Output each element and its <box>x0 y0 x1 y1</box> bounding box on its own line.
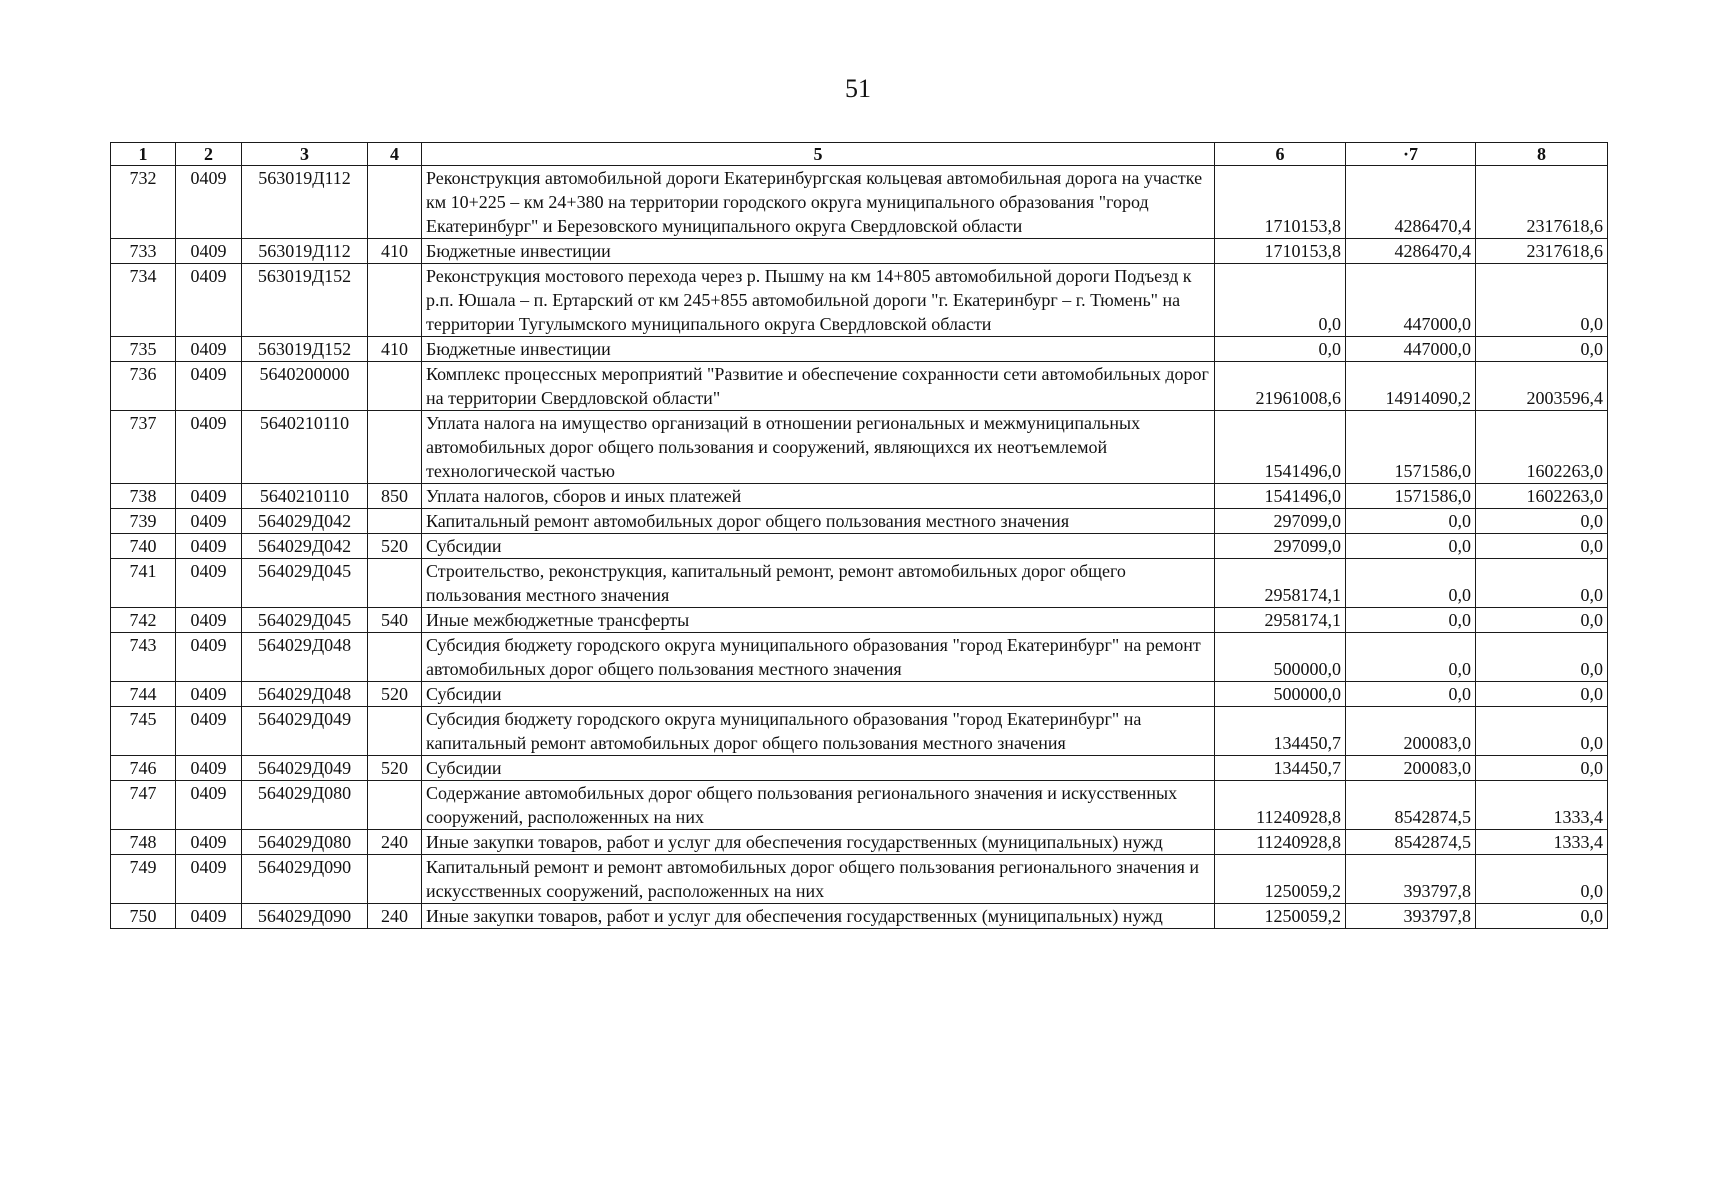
section-code: 0409 <box>176 756 242 781</box>
column-header-2: 2 <box>176 143 242 166</box>
section-code: 0409 <box>176 904 242 929</box>
expense-type-code <box>368 362 422 411</box>
expense-type-code: 240 <box>368 830 422 855</box>
table-row <box>111 509 1608 534</box>
amount-col7: 447000,0 <box>1346 337 1476 362</box>
amount-col6: 0,0 <box>1215 337 1346 362</box>
amount-col7: 447000,0 <box>1346 264 1476 337</box>
section-code: 0409 <box>176 166 242 239</box>
row-number: 740 <box>111 534 176 559</box>
amount-col7: 8542874,5 <box>1346 781 1476 830</box>
item-name: Иные закупки товаров, работ и услуг для обеспечения государственных (муниципальных) нужд <box>422 830 1215 855</box>
row-number: 738 <box>111 484 176 509</box>
budget-table <box>110 142 1608 929</box>
amount-col6: 21961008,6 <box>1215 362 1346 411</box>
section-code: 0409 <box>176 682 242 707</box>
table-row <box>111 411 1608 484</box>
expense-type-code: 850 <box>368 484 422 509</box>
amount-col7: 200083,0 <box>1346 756 1476 781</box>
target-article-code: 563019Д112 <box>242 239 368 264</box>
amount-col8: 1602263,0 <box>1476 411 1608 484</box>
amount-col8: 0,0 <box>1476 509 1608 534</box>
amount-col8: 2317618,6 <box>1476 166 1608 239</box>
row-number: 748 <box>111 830 176 855</box>
amount-col7: 4286470,4 <box>1346 166 1476 239</box>
column-header-5: 5 <box>422 143 1215 166</box>
amount-col6: 1250059,2 <box>1215 855 1346 904</box>
amount-col8: 0,0 <box>1476 608 1608 633</box>
amount-col6: 500000,0 <box>1215 682 1346 707</box>
target-article-code: 564029Д045 <box>242 559 368 608</box>
item-name: Иные межбюджетные трансферты <box>422 608 1215 633</box>
table-row <box>111 830 1608 855</box>
row-number: 741 <box>111 559 176 608</box>
amount-col8: 0,0 <box>1476 707 1608 756</box>
section-code: 0409 <box>176 559 242 608</box>
table-row <box>111 484 1608 509</box>
amount-col6: 2958174,1 <box>1215 608 1346 633</box>
item-name: Содержание автомобильных дорог общего пользования регионального значения и искусственных сооружений, расположенных на них <box>422 781 1215 830</box>
amount-col8: 0,0 <box>1476 264 1608 337</box>
table-row <box>111 264 1608 337</box>
section-code: 0409 <box>176 781 242 830</box>
column-header-7: ·7 <box>1346 143 1476 166</box>
item-name: Комплекс процессных мероприятий "Развитие и обеспечение сохранности сети автомобильных дорог на территории Свердловской области" <box>422 362 1215 411</box>
item-name: Бюджетные инвестиции <box>422 239 1215 264</box>
header-row <box>111 143 1608 166</box>
row-number: 732 <box>111 166 176 239</box>
table-body <box>111 166 1608 929</box>
amount-col6: 297099,0 <box>1215 509 1346 534</box>
table-row <box>111 337 1608 362</box>
row-number: 739 <box>111 509 176 534</box>
table-row <box>111 633 1608 682</box>
amount-col8: 0,0 <box>1476 904 1608 929</box>
amount-col7: 200083,0 <box>1346 707 1476 756</box>
target-article-code: 564029Д048 <box>242 682 368 707</box>
amount-col6: 1710153,8 <box>1215 166 1346 239</box>
target-article-code: 5640210110 <box>242 411 368 484</box>
row-number: 747 <box>111 781 176 830</box>
amount-col6: 0,0 <box>1215 264 1346 337</box>
amount-col7: 8542874,5 <box>1346 830 1476 855</box>
amount-col7: 1571586,0 <box>1346 484 1476 509</box>
amount-col7: 1571586,0 <box>1346 411 1476 484</box>
row-number: 742 <box>111 608 176 633</box>
amount-col7: 393797,8 <box>1346 855 1476 904</box>
section-code: 0409 <box>176 534 242 559</box>
column-header-8: 8 <box>1476 143 1608 166</box>
section-code: 0409 <box>176 608 242 633</box>
item-name: Реконструкция автомобильной дороги Екатеринбургская кольцевая автомобильная дорога на участке км 10+225 – км 24+380 на территории городского округа муниципального образования "город Екатеринбург" и Березовского муниципального округа Свердловской области <box>422 166 1215 239</box>
row-number: 744 <box>111 682 176 707</box>
row-number: 743 <box>111 633 176 682</box>
row-number: 734 <box>111 264 176 337</box>
amount-col8: 0,0 <box>1476 682 1608 707</box>
target-article-code: 564029Д049 <box>242 707 368 756</box>
amount-col6: 11240928,8 <box>1215 781 1346 830</box>
amount-col6: 2958174,1 <box>1215 559 1346 608</box>
target-article-code: 564029Д080 <box>242 830 368 855</box>
target-article-code: 564029Д048 <box>242 633 368 682</box>
amount-col6: 11240928,8 <box>1215 830 1346 855</box>
target-article-code: 564029Д090 <box>242 855 368 904</box>
section-code: 0409 <box>176 707 242 756</box>
amount-col7: 0,0 <box>1346 559 1476 608</box>
item-name: Уплата налогов, сборов и иных платежей <box>422 484 1215 509</box>
amount-col6: 1250059,2 <box>1215 904 1346 929</box>
target-article-code: 5640210110 <box>242 484 368 509</box>
amount-col8: 1333,4 <box>1476 781 1608 830</box>
amount-col6: 1710153,8 <box>1215 239 1346 264</box>
amount-col6: 1541496,0 <box>1215 411 1346 484</box>
section-code: 0409 <box>176 830 242 855</box>
section-code: 0409 <box>176 362 242 411</box>
item-name: Субсидии <box>422 534 1215 559</box>
expense-type-code <box>368 509 422 534</box>
expense-type-code: 520 <box>368 682 422 707</box>
section-code: 0409 <box>176 509 242 534</box>
amount-col8: 0,0 <box>1476 633 1608 682</box>
row-number: 736 <box>111 362 176 411</box>
item-name: Субсидия бюджету городского округа муниципального образования "город Екатеринбург" на капитальный ремонт автомобильных дорог общего пользования местного значения <box>422 707 1215 756</box>
expense-type-code <box>368 855 422 904</box>
expense-type-code <box>368 264 422 337</box>
table-row <box>111 608 1608 633</box>
expense-type-code <box>368 707 422 756</box>
item-name: Строительство, реконструкция, капитальный ремонт, ремонт автомобильных дорог общего пользования местного значения <box>422 559 1215 608</box>
table-row <box>111 682 1608 707</box>
table-header <box>111 143 1608 166</box>
amount-col7: 0,0 <box>1346 509 1476 534</box>
table-row <box>111 781 1608 830</box>
item-name: Субсидии <box>422 756 1215 781</box>
expense-type-code <box>368 633 422 682</box>
amount-col8: 2003596,4 <box>1476 362 1608 411</box>
column-header-3: 3 <box>242 143 368 166</box>
expense-type-code: 240 <box>368 904 422 929</box>
table-row <box>111 756 1608 781</box>
section-code: 0409 <box>176 855 242 904</box>
page-number: 51 <box>845 74 871 103</box>
target-article-code: 564029Д049 <box>242 756 368 781</box>
row-number: 733 <box>111 239 176 264</box>
target-article-code: 5640200000 <box>242 362 368 411</box>
expense-type-code <box>368 781 422 830</box>
table-row <box>111 166 1608 239</box>
item-name: Реконструкция мостового перехода через р. Пышму на км 14+805 автомобильной дороги Подъезд к р.п. Юшала – п. Ертарский от км 245+855 автомобильной дороги "г. Екатеринбург – г. Тюмень" на территории Тугулымского муниципального округа Свердловской области <box>422 264 1215 337</box>
section-code: 0409 <box>176 484 242 509</box>
item-name: Капитальный ремонт и ремонт автомобильных дорог общего пользования регионального значения и искусственных сооружений, расположенных на них <box>422 855 1215 904</box>
amount-col6: 500000,0 <box>1215 633 1346 682</box>
amount-col8: 0,0 <box>1476 559 1608 608</box>
section-code: 0409 <box>176 411 242 484</box>
row-number: 735 <box>111 337 176 362</box>
column-header-4: 4 <box>368 143 422 166</box>
item-name: Капитальный ремонт автомобильных дорог общего пользования местного значения <box>422 509 1215 534</box>
amount-col6: 297099,0 <box>1215 534 1346 559</box>
item-name: Иные закупки товаров, работ и услуг для обеспечения государственных (муниципальных) нужд <box>422 904 1215 929</box>
expense-type-code: 520 <box>368 534 422 559</box>
amount-col7: 4286470,4 <box>1346 239 1476 264</box>
amount-col8: 2317618,6 <box>1476 239 1608 264</box>
amount-col7: 0,0 <box>1346 608 1476 633</box>
target-article-code: 563019Д152 <box>242 337 368 362</box>
target-article-code: 564029Д080 <box>242 781 368 830</box>
section-code: 0409 <box>176 239 242 264</box>
target-article-code: 564029Д042 <box>242 534 368 559</box>
amount-col7: 0,0 <box>1346 682 1476 707</box>
expense-type-code <box>368 411 422 484</box>
table-row <box>111 362 1608 411</box>
amount-col7: 14914090,2 <box>1346 362 1476 411</box>
table-row <box>111 707 1608 756</box>
amount-col8: 1602263,0 <box>1476 484 1608 509</box>
table-row <box>111 559 1608 608</box>
target-article-code: 563019Д112 <box>242 166 368 239</box>
amount-col7: 0,0 <box>1346 534 1476 559</box>
amount-col6: 134450,7 <box>1215 707 1346 756</box>
expense-type-code: 410 <box>368 337 422 362</box>
amount-col7: 0,0 <box>1346 633 1476 682</box>
row-number: 746 <box>111 756 176 781</box>
amount-col8: 0,0 <box>1476 756 1608 781</box>
amount-col8: 0,0 <box>1476 534 1608 559</box>
amount-col8: 0,0 <box>1476 337 1608 362</box>
target-article-code: 564029Д045 <box>242 608 368 633</box>
row-number: 750 <box>111 904 176 929</box>
item-name: Бюджетные инвестиции <box>422 337 1215 362</box>
row-number: 749 <box>111 855 176 904</box>
expense-type-code: 410 <box>368 239 422 264</box>
expense-type-code: 520 <box>368 756 422 781</box>
table-row <box>111 534 1608 559</box>
expense-type-code <box>368 166 422 239</box>
row-number: 745 <box>111 707 176 756</box>
table-row <box>111 855 1608 904</box>
section-code: 0409 <box>176 633 242 682</box>
target-article-code: 564029Д090 <box>242 904 368 929</box>
target-article-code: 564029Д042 <box>242 509 368 534</box>
expense-type-code <box>368 559 422 608</box>
column-header-6: 6 <box>1215 143 1346 166</box>
section-code: 0409 <box>176 337 242 362</box>
item-name: Уплата налога на имущество организаций в отношении региональных и межмуниципальных автомобильных дорог общего пользования и сооружений, являющихся их неотъемлемой технологической частью <box>422 411 1215 484</box>
item-name: Субсидия бюджету городского округа муниципального образования "город Екатеринбург" на ремонт автомобильных дорог общего пользования местного значения <box>422 633 1215 682</box>
amount-col6: 134450,7 <box>1215 756 1346 781</box>
amount-col8: 0,0 <box>1476 855 1608 904</box>
amount-col7: 393797,8 <box>1346 904 1476 929</box>
section-code: 0409 <box>176 264 242 337</box>
amount-col6: 1541496,0 <box>1215 484 1346 509</box>
expense-type-code: 540 <box>368 608 422 633</box>
table-row <box>111 239 1608 264</box>
item-name: Субсидии <box>422 682 1215 707</box>
table-row <box>111 904 1608 929</box>
row-number: 737 <box>111 411 176 484</box>
target-article-code: 563019Д152 <box>242 264 368 337</box>
amount-col8: 1333,4 <box>1476 830 1608 855</box>
column-header-1: 1 <box>111 143 176 166</box>
